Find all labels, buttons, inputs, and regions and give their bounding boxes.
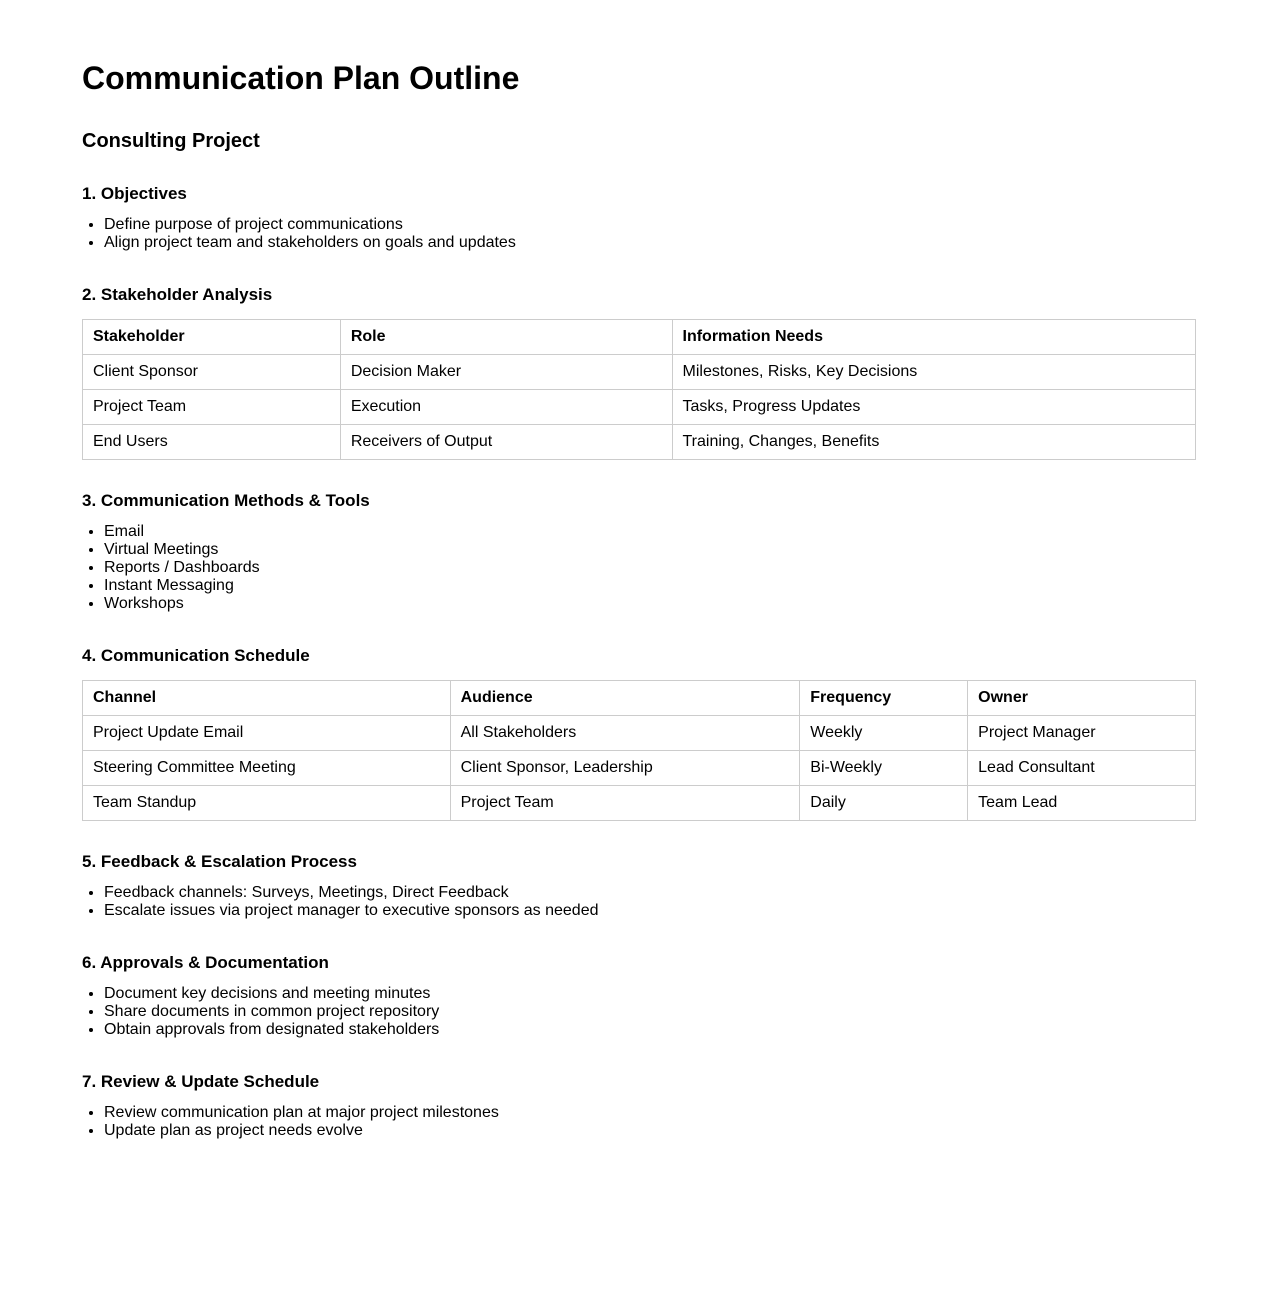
- list-item: • Share documents in common project repository: [104, 1003, 1196, 1021]
- table-cell: Training, Changes, Benefits: [672, 425, 1196, 460]
- table-cell: Daily: [800, 786, 968, 821]
- table-cell: Decision Maker: [340, 355, 672, 390]
- list-item: • Review communication plan at major project milestones: [104, 1104, 1196, 1122]
- table-row: [83, 355, 1196, 390]
- section-heading: 6. Approvals & Documentation: [82, 953, 329, 972]
- section-approvals-documentation: [82, 953, 1196, 1039]
- section-methods-tools: [82, 491, 1196, 613]
- section-stakeholder-analysis: [82, 285, 1196, 460]
- table-cell: Client Sponsor, Leadership: [450, 751, 800, 786]
- table-cell: End Users: [83, 425, 341, 460]
- review-list: [82, 1104, 1196, 1140]
- table-cell: Project Update Email: [83, 716, 451, 751]
- section-heading: 7. Review & Update Schedule: [82, 1072, 320, 1091]
- approvals-list: [82, 985, 1196, 1039]
- list-item: • Email: [104, 523, 1196, 541]
- list-item: • Define purpose of project communications: [104, 216, 1196, 234]
- section-heading: 4. Communication Schedule: [82, 646, 310, 665]
- section-heading: 2. Stakeholder Analysis: [82, 285, 273, 304]
- objectives-list: [82, 216, 1196, 252]
- feedback-list: [82, 884, 1196, 920]
- section-objectives: [82, 184, 1196, 252]
- table-cell: Team Standup: [83, 786, 451, 821]
- table-cell: Tasks, Progress Updates: [672, 390, 1196, 425]
- page-title: Communication Plan Outline: [82, 60, 520, 96]
- table-cell: Team Lead: [968, 786, 1196, 821]
- table-header-row: [83, 320, 1196, 355]
- list-item: • Document key decisions and meeting minutes: [104, 985, 1196, 1003]
- table-row: [83, 751, 1196, 786]
- stakeholder-table: [82, 319, 1196, 460]
- list-item: • Update plan as project needs evolve: [104, 1122, 1196, 1140]
- section-communication-schedule: [82, 646, 1196, 821]
- column-header: Frequency: [800, 681, 968, 716]
- table-header-row: [83, 681, 1196, 716]
- schedule-table: [82, 680, 1196, 821]
- list-item: • Instant Messaging: [104, 577, 1196, 595]
- table-cell: Project Team: [450, 786, 800, 821]
- table-row: [83, 716, 1196, 751]
- column-header: Owner: [968, 681, 1196, 716]
- table-cell: Bi-Weekly: [800, 751, 968, 786]
- list-item: • Escalate issues via project manager to executive sponsors as needed: [104, 902, 1196, 920]
- list-item: • Obtain approvals from designated stakeholders: [104, 1021, 1196, 1039]
- table-cell: All Stakeholders: [450, 716, 800, 751]
- list-item: • Feedback channels: Surveys, Meetings, Direct Feedback: [104, 884, 1196, 902]
- table-row: [83, 425, 1196, 460]
- table-cell: Execution: [340, 390, 672, 425]
- table-row: [83, 786, 1196, 821]
- section-heading: 1. Objectives: [82, 184, 187, 203]
- page-subtitle: Consulting Project: [82, 130, 260, 152]
- section-heading: 3. Communication Methods & Tools: [82, 491, 370, 510]
- methods-list: [82, 523, 1196, 613]
- column-header: Stakeholder: [83, 320, 341, 355]
- table-cell: Receivers of Output: [340, 425, 672, 460]
- column-header: Audience: [450, 681, 800, 716]
- section-feedback-escalation: [82, 852, 1196, 920]
- table-cell: Project Team: [83, 390, 341, 425]
- table-row: [83, 390, 1196, 425]
- table-cell: Weekly: [800, 716, 968, 751]
- column-header: Channel: [83, 681, 451, 716]
- table-cell: Steering Committee Meeting: [83, 751, 451, 786]
- column-header: Information Needs: [672, 320, 1196, 355]
- list-item: • Align project team and stakeholders on goals and updates: [104, 234, 1196, 252]
- column-header: Role: [340, 320, 672, 355]
- table-cell: Milestones, Risks, Key Decisions: [672, 355, 1196, 390]
- section-review-update: [82, 1072, 1196, 1140]
- list-item: • Reports / Dashboards: [104, 559, 1196, 577]
- section-heading: 5. Feedback & Escalation Process: [82, 852, 357, 871]
- table-cell: Lead Consultant: [968, 751, 1196, 786]
- table-cell: Project Manager: [968, 716, 1196, 751]
- list-item: • Workshops: [104, 595, 1196, 613]
- table-cell: Client Sponsor: [83, 355, 341, 390]
- list-item: • Virtual Meetings: [104, 541, 1196, 559]
